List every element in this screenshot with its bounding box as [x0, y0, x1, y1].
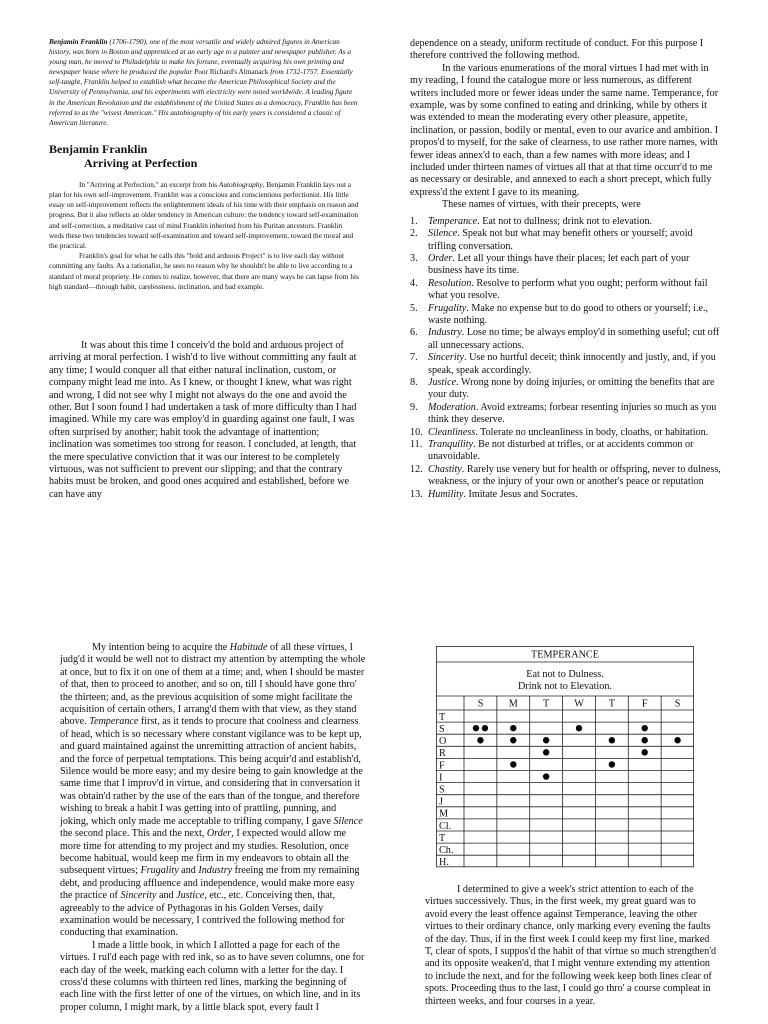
- day-header: M: [508, 698, 518, 710]
- bio-text-1: one of the most versatile and widely admired figures in American history, was born in Boston and apprenticed at an early age to a painter and newspaper publisher. As a young man, he moved to Philadelphia to make his fortune, eventually acquiring his own printing and newspaper house where he produced the popular: [49, 37, 352, 77]
- virtue-precept: . Resolve to perform what you ought; perform without fail what you resolve.: [428, 277, 708, 302]
- chart-subtitle-2: Drink not to Elevation.: [518, 681, 612, 692]
- virtue-row-label: J: [439, 796, 443, 808]
- virtue-name: Sincerity: [428, 352, 464, 364]
- text: first, as it tends to procure that coolness and clearness of head, which is so necessary where constant vigilance was to be kept up, and guard maintained against the unremitting attraction of ancient habits, and the force of perpetual temptations. This being acquir'd and establish'd, Silence would be more easy; and my desire being to gain knowledge at the same time that I improv'd in virtue, and considering that in conversation it was obtain'd rather by the use of the ears than of the tongue, and therefore wishing to break a habit I was getting into of prattling, punning, and joking, which only made me acceptable to trifling company, I gave: [60, 716, 363, 827]
- text: and: [178, 865, 199, 877]
- virtue-item: [410, 303, 722, 328]
- headnote-text: In "Arriving at Perfection," an excerpt from his: [79, 179, 219, 189]
- virtue-item: [410, 402, 722, 427]
- fault-spot: [543, 749, 549, 755]
- virtue-precept: . Let all your things have their places; let each part of your business have its time.: [428, 252, 690, 277]
- virtue-name: Silence: [428, 228, 458, 240]
- virtue-name: Cleanliness: [428, 426, 476, 438]
- virtue-precept: . Lose no time; be always employ'd in something useful; cut off all unnecessary actions.: [428, 327, 720, 351]
- virtue-precept: . Speak not but what may benefit others or yourself; avoid trifling conversation.: [428, 228, 693, 252]
- virtue-name: Temperance: [428, 215, 478, 227]
- virtue-precept: . Rarely use venery but for health or offspring, never to dulness, weakness, or the injury of your own or another's peace or reputation: [428, 463, 721, 488]
- emphasis: Habitude: [229, 642, 268, 653]
- fault-spot: [576, 725, 582, 731]
- essay-paragraph: dependence on a steady, uniform rectitude of conduct. For this purpose I therefore contrived the following method.: [410, 38, 704, 62]
- fault-spot: [543, 737, 549, 743]
- essay-left-column: [49, 340, 359, 501]
- intro-column: [49, 37, 359, 292]
- author-bio: [49, 37, 359, 128]
- temperance-chart: [436, 646, 694, 869]
- essay-right-column: [410, 38, 722, 501]
- virtue-precept: . Eat not to dullness; drink not to elevation.: [477, 215, 653, 227]
- virtue-name: Justice: [428, 376, 457, 388]
- bio-dates: (1706-1790),: [107, 37, 148, 46]
- emphasis: Silence: [333, 815, 363, 827]
- headnote-paragraph-1: [49, 180, 359, 251]
- emphasis: Justice: [176, 890, 205, 902]
- fault-spot: [609, 761, 615, 767]
- text: freeing me from my remaining debt, and producing affluence and independence, would make more easy the practice of: [60, 865, 360, 902]
- virtue-row-label: H.: [439, 857, 449, 869]
- virtue-number: 9.: [410, 401, 418, 413]
- virtue-item: [410, 427, 722, 439]
- chart-title: TEMPERANCE: [531, 649, 599, 661]
- essay-paragraph: It was about this time I conceiv'd the bold and arduous project of arriving at moral perfection. I wish'd to live without committing any fault at any time; I would conquer all that either natural inclination, custom, or company might lead me into. As I knew, or thought I knew, what was right and wrong, I did not see why I might not always do the one and avoid the other. But I soon found I had undertaken a task of more difficulty than I had imagined. While my care was employ'd in guarding against one fault, I was often surprised by another; habit took the advantage of inattention; inclination was sometimes too strong for reason. I concluded, at length, that the mere speculative conviction that it was our interest to be completely virtuous, was not sufficient to prevent our slipping; and that the contrary habits must be broken, and good ones acquired and established, before we can have any: [49, 340, 357, 500]
- virtue-number: 13.: [410, 488, 423, 500]
- virtue-row-label: R: [439, 748, 446, 760]
- fault-spot: [543, 773, 549, 779]
- headnote-book-title: Autobiography: [218, 179, 263, 189]
- emphasis: Temperance: [89, 716, 139, 728]
- virtue-number: 6.: [410, 327, 418, 339]
- virtues-list: [410, 216, 722, 501]
- essay-title: Arriving at Perfection: [84, 155, 198, 170]
- essay-paragraph: In the various enumerations of the moral virtues I had met with in my reading, I found the catalogue more or less numerous, as different writers included more or fewer ideas under the same name. Temperance, for example, was by some confined to eating and drinking, while by others it was extended to mean the moderating every other pleasure, appetite, inclination, or passion, bodily or mental, even to our avarice and ambition. I propos'd to myself, for the sake of clearness, to use rather more names, with fewer ideas annex'd to each, than a few names with more ideas; and I included under thirteen names of virtues all that at that time occurr'd to me as necessary or desirable, and annexed to each a short precept, which fully express'd the extent I gave to its meaning.: [410, 62, 719, 198]
- virtue-item: [410, 253, 722, 278]
- author-heading: Benjamin Franklin: [49, 141, 148, 156]
- virtue-item: [410, 327, 722, 352]
- virtue-row-label: I: [439, 772, 443, 784]
- fault-spot: [482, 725, 488, 731]
- virtue-row-label: Ch.: [439, 845, 454, 856]
- text: of all these virtues, I judg'd it would be well not to distract my attention by attempting the whole at once, but to fix it on one of them at a time; and, when I should be master of that, then to proceed to another, and so on, till I should have gone thro' the thirteen; and, as the previous acquisition of some might facilitate the acquisition of certain others, I arrang'd them with that view, as they stand above.: [60, 642, 366, 728]
- fault-spot: [473, 725, 479, 731]
- virtue-item: [410, 278, 722, 303]
- virtue-name: Industry: [428, 327, 462, 339]
- virtue-item: [410, 228, 722, 253]
- virtue-precept: . Tolerate no uncleanliness in body, cloaths, or habitation.: [475, 426, 709, 438]
- fault-spot: [477, 737, 483, 743]
- virtue-name: Frugality: [428, 302, 467, 314]
- fault-spot: [510, 725, 516, 731]
- virtue-number: 11.: [410, 439, 423, 450]
- fault-spot: [609, 737, 615, 743]
- virtue-item: [410, 352, 722, 377]
- virtue-precept: . Make no expense but to do good to others or yourself; i.e., waste nothing.: [428, 302, 709, 326]
- emphasis: Industry: [198, 865, 233, 877]
- virtue-name: Humility: [428, 488, 464, 500]
- essay-paragraph: [60, 642, 366, 940]
- emphasis: Order: [206, 828, 232, 840]
- virtue-name: Chastity: [428, 463, 462, 475]
- virtue-number: 3.: [410, 252, 418, 264]
- text: the second place. This and the next,: [60, 828, 207, 840]
- essay-left-column-lower: [60, 642, 366, 1014]
- essay-paragraph: These names of virtues, with their precepts, were: [442, 199, 641, 211]
- virtue-number: 10.: [410, 426, 423, 438]
- day-header: F: [641, 698, 648, 710]
- headnote-paragraph-2: Franklin's goal for what he calls this "bold and arduous Project" is to live each day without committing any faults. As a rationalist, he sees no reason why he shouldn't be able to live according to a standard of moral propriety. He comes to realize, however, that there are many ways he can lapse from his high standard—through habit, carelessness, inclination, and bad example.: [49, 251, 359, 291]
- virtue-row-label: S: [439, 724, 445, 735]
- bio-text-2: from 1732-1757. Essentially self-taught, Franklin helped to establish what became the American Philosophical Society and the University of Pennsylvania, and his experiments with electricity were noted worldwide. A leading figure in the American Revolution and the establishment of the United States as a democracy, Franklin has been referred to as the "wisest American." His autobiography of his early years is considered a classic of American literature.: [49, 67, 358, 127]
- virtue-precept: . Avoid extreams; forbear resenting injuries so much as you think they deserve.: [428, 401, 717, 426]
- bio-name: Benjamin Franklin: [49, 37, 108, 46]
- day-header: S: [674, 698, 681, 710]
- fault-spot: [642, 725, 648, 731]
- fault-spot: [642, 749, 648, 755]
- fault-spot: [674, 737, 680, 743]
- virtue-number: 2.: [410, 228, 418, 240]
- day-header: W: [574, 698, 584, 710]
- headnote-text: , Benjamin Franklin lays out a plan for his own self-improvement. Franklin was a conscious and conscientious perfectionist. His little essay on self-improvement reflects the enlightenment ideals of his time with their emphasis on reason and progress. But it also reflects an older tendency in American culture: the tendency toward self-examination and self-correction, a meditative cast of mind Franklin inherited from his Puritan ancestors. Franklin weds these two tendencies toward self-examination and toward self-improvement, toward the moral and the practical.: [49, 179, 359, 251]
- text: My intention being to acquire the: [92, 642, 230, 653]
- virtue-row-label: M: [439, 808, 449, 820]
- text: and: [156, 890, 177, 902]
- fault-spot: [510, 761, 516, 767]
- virtue-name: Tranquility: [428, 439, 474, 450]
- virtue-row-label: O: [439, 736, 447, 748]
- virtue-number: 12.: [410, 463, 423, 475]
- essay-paragraph: I determined to give a week's strict attention to each of the virtues successively. Thus, in the first week, my great guard was to avoid every the least offence against Temperance, leaving the other virtues to their ordinary chance, only marking every evening the faults of the day. Thus, if in the first week I could keep my first line, marked T, clear of spots, I suppos'd the habit of that virtue so much strengthen'd and its opposite weaken'd, that I might venture extending my attention to include the next, and for the following week keep both lines clear of spots. Proceeding thus to the last, I could go thro' a course compleat in thirteen weeks, and four courses in a year.: [425, 884, 717, 1007]
- fault-spot: [642, 737, 648, 743]
- virtue-number: 4.: [410, 277, 418, 289]
- virtue-name: Resolution: [428, 277, 472, 289]
- essay-right-column-lower: [425, 884, 717, 1008]
- virtue-row-label: F: [439, 760, 445, 772]
- virtue-item: [410, 377, 722, 402]
- virtue-item: [410, 216, 722, 228]
- virtue-precept: . Wrong none by doing injuries, or omitting the benefits that are your duty.: [428, 376, 715, 401]
- virtue-number: 7.: [410, 352, 418, 364]
- chart-subtitle-1: Eat not to Dulness.: [526, 669, 604, 680]
- temperance-chart-svg: [436, 646, 694, 869]
- virtue-precept: . Be not disturbed at trifles, or at accidents common or unavoidable.: [428, 439, 694, 463]
- headnote: [49, 180, 359, 292]
- virtue-precept: . Use no hurtful deceit; think innocently and justly, and, if you speak, speak accordingly.: [428, 352, 716, 376]
- essay-paragraph: I made a little book, in which I allotted a page for each of the virtues. I rul'd each page with red ink, so as to have seven columns, one for each day of the week, marking each column with a letter for the day. I cross'd these columns with thirteen red lines, marking the beginning of each line with the first letter of one of the virtues, on which line, and in its proper column, I might mark, by a little black spot, every fault I: [60, 939, 365, 1013]
- virtue-item: [410, 439, 722, 464]
- emphasis: Frugality: [140, 865, 179, 877]
- virtue-number: 8.: [410, 376, 418, 388]
- virtue-item: [410, 489, 722, 501]
- bio-almanac: Poor Richard's Almanack: [194, 67, 269, 77]
- virtue-name: Order: [428, 252, 453, 264]
- virtue-name: Moderation: [428, 401, 476, 413]
- text: , I expected would allow me more time for attending to my project and my studies. Resolution, once become habitual, would keep me firm in my endeavors to obtain all the subsequent virtues;: [60, 828, 349, 877]
- virtue-row-label: T: [439, 711, 446, 723]
- virtue-number: 5.: [410, 302, 418, 314]
- text: , etc., etc. Conceiving then, that, agreeably to the advice of Pythagoras in his Golden Verses, daily examination would be necessary, I contrived the following method for conducting that examination.: [60, 890, 345, 939]
- virtue-row-label: Cl.: [439, 820, 452, 832]
- day-header: T: [543, 698, 550, 710]
- virtue-row-label: T: [439, 832, 446, 844]
- virtue-row-label: S: [439, 784, 445, 796]
- virtue-number: 1.: [410, 215, 418, 227]
- fault-spot: [510, 737, 516, 743]
- day-header: T: [608, 698, 615, 710]
- virtue-precept: . Imitate Jesus and Socrates.: [463, 488, 578, 500]
- virtue-item: [410, 464, 722, 489]
- day-header: S: [477, 698, 484, 710]
- emphasis: Sincerity: [120, 890, 157, 902]
